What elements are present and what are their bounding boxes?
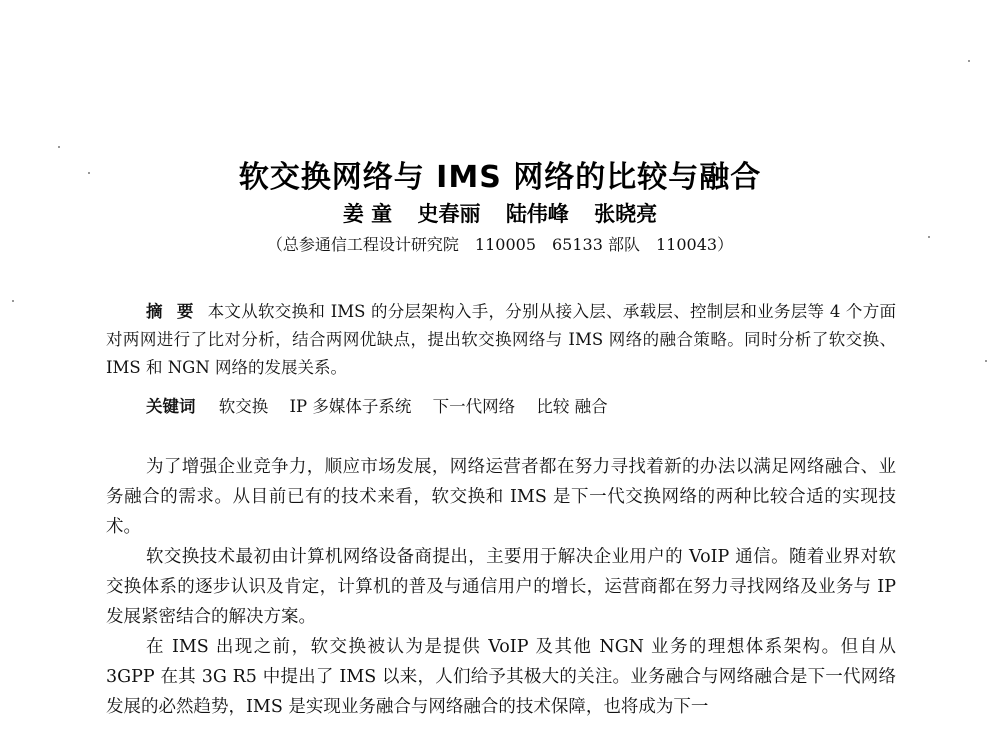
- author-name: 张晓亮: [594, 202, 658, 226]
- scan-speck: [985, 360, 987, 362]
- abstract-text: 本文从软交换和 IMS 的分层架构入手，分别从接入层、承载层、控制层和业务层等 4 个方面对两网进行了比对分析，结合两网优缺点，提出软交换网络与 IMS 网络的融合策略。同时分析了软交换、IMS 和 NGN 网络的发展关系。: [106, 302, 896, 377]
- author-name: 陆伟峰: [505, 202, 569, 226]
- body-paragraph: 在 IMS 出现之前，软交换被认为是提供 VoIP 及其他 NGN 业务的理想体系架构。但自从 3GPP 在其 3G R5 中提出了 IMS 以来，人们给予其极大的关注。业务融合与网络融合是下一代网络发展的必然趋势，IMS 是实现业务融合与网络融合的技术保障，也将成为下一: [106, 637, 896, 717]
- keywords: [146, 393, 624, 421]
- keywords-label: 关键词: [146, 397, 196, 416]
- keyword: IP 多媒体子系统: [289, 397, 412, 416]
- keyword: 软交换: [218, 397, 269, 416]
- author-name: 姜 童: [342, 202, 393, 226]
- keyword: 下一代网络: [432, 397, 516, 416]
- paper-title: 软交换网络与 IMS 网络的比较与融合: [238, 160, 762, 195]
- abstract: [106, 298, 896, 382]
- abstract-label: 摘 要: [146, 302, 198, 321]
- body-paragraph: 为了增强企业竞争力，顺应市场发展，网络运营者都在努力寻找着新的办法以满足网络融合、业务融合的需求。从目前已有的技术来看，软交换和 IMS 是下一代交换网络的两种比较合适的实现技术。: [106, 457, 896, 537]
- author-list: [0, 198, 1000, 228]
- keyword: 比较 融合: [536, 397, 608, 416]
- scan-speck: [12, 300, 14, 302]
- author-name: 史春丽: [417, 202, 481, 226]
- scan-speck: [58, 146, 60, 148]
- body-text: [106, 452, 896, 722]
- body-paragraph: 软交换技术最初由计算机网络设备商提出，主要用于解决企业用户的 VoIP 通信。随着业界对软交换体系的逐步认识及肯定，计算机的普及与通信用户的增长，运营商都在努力寻找网络及业务与 IP 发展紧密结合的解决方案。: [106, 547, 896, 627]
- author-affiliation: （总参通信工程设计研究院 110005 65133 部队 110043）: [266, 235, 734, 254]
- scan-speck: [968, 60, 970, 62]
